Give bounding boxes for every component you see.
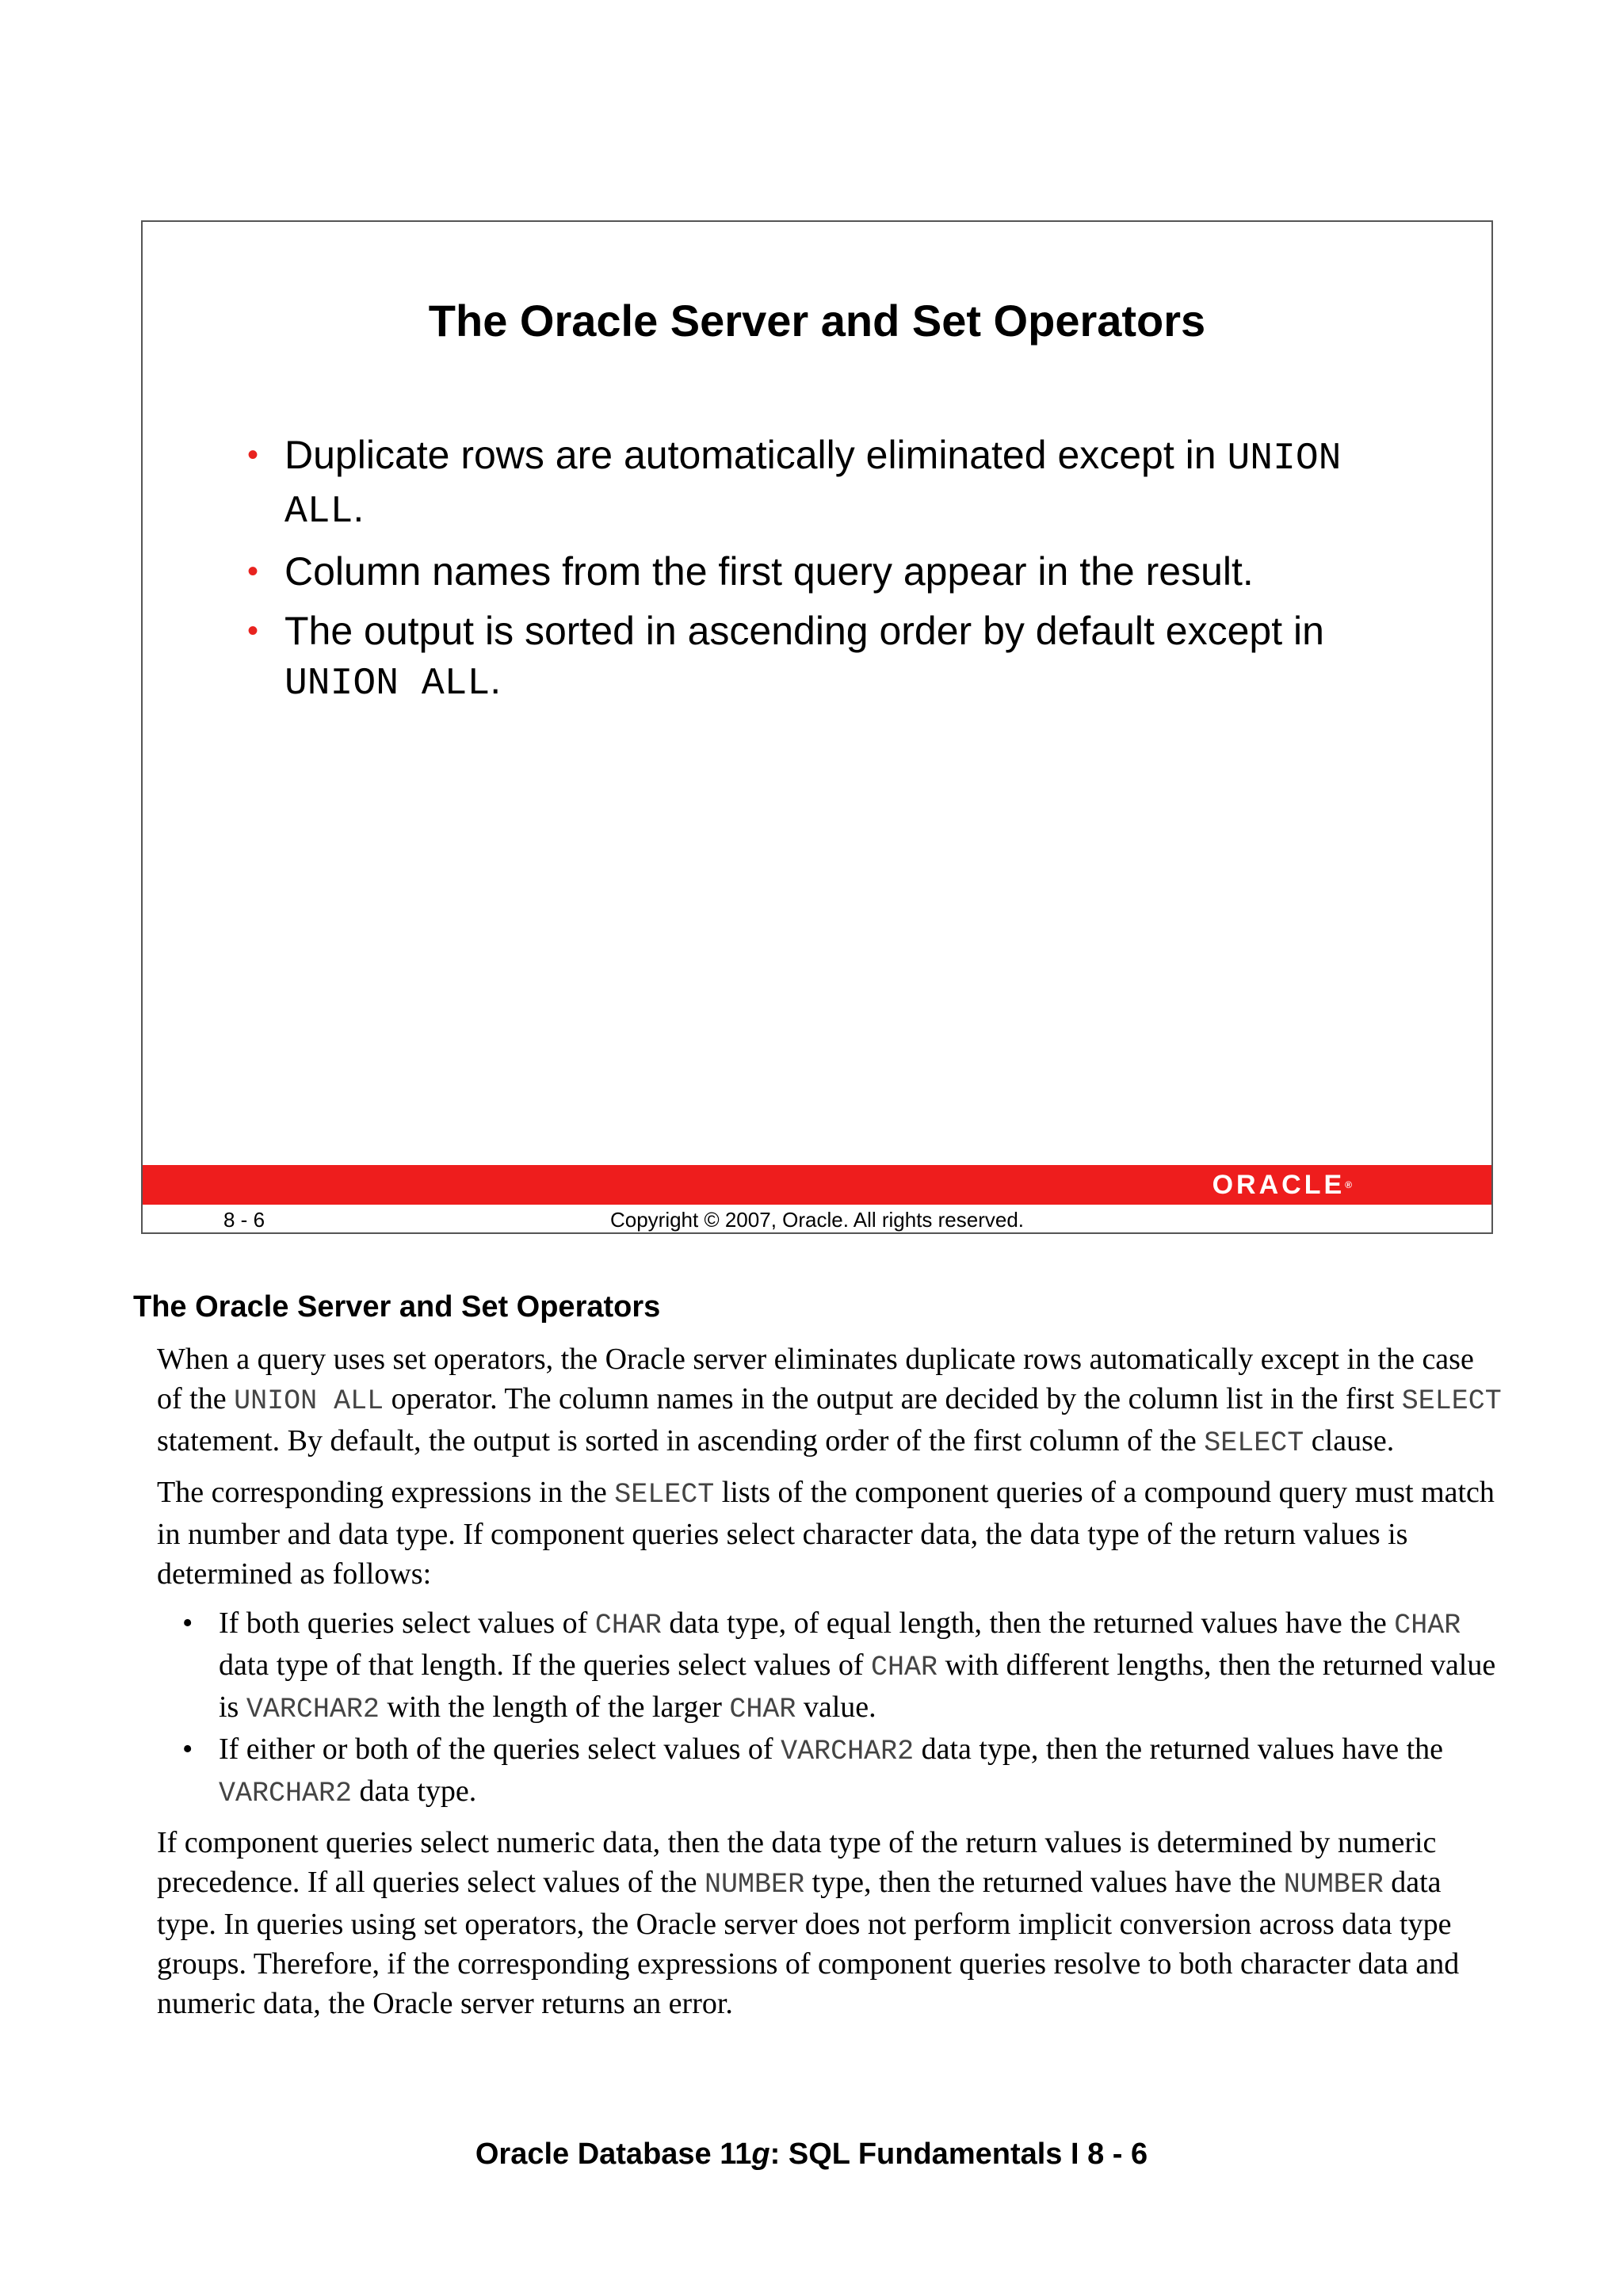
code-keyword: UNION ALL <box>285 437 1342 533</box>
footer-prefix: Oracle Database 11 <box>475 2137 752 2171</box>
notes-body <box>157 1339 1504 2033</box>
text-run: The output is sorted in ascending order by default except in <box>285 609 1324 653</box>
code-keyword: UNION ALL <box>285 663 491 705</box>
notes-bullet-list <box>157 1603 1504 1813</box>
oracle-logo-icon <box>1212 1171 1352 1198</box>
code-keyword: CHAR <box>594 1610 662 1641</box>
notes-paragraph <box>157 1823 1504 2023</box>
notes-bullet <box>157 1729 1504 1813</box>
slide-title: The Oracle Server and Set Operators <box>428 296 1206 346</box>
text-run: . <box>353 486 365 530</box>
text-run: If either or both of the queries select values of <box>219 1733 781 1766</box>
code-keyword: SELECT <box>614 1479 715 1511</box>
text-run: If both queries select values of <box>219 1606 595 1640</box>
text-run: Duplicate rows are automatically eliminated except in <box>285 433 1228 477</box>
code-keyword: NUMBER <box>705 1869 805 1901</box>
slide-footer <box>143 1206 1491 1233</box>
copyright-text: Copyright © 2007, Oracle. All rights reserved. <box>609 1208 1025 1232</box>
text-run: data type, of equal length, then the returned values have the <box>661 1606 1395 1640</box>
bullet-dot-icon: • <box>247 437 259 472</box>
page-footer <box>0 2137 1623 2172</box>
slide-footer-bar <box>143 1165 1491 1205</box>
slide-bullet-list <box>244 430 1401 719</box>
bullet-dot-icon: • <box>182 1606 193 1640</box>
bullet-dot-icon: • <box>182 1733 193 1766</box>
code-keyword: CHAR <box>871 1652 938 1683</box>
code-keyword: CHAR <box>729 1694 796 1725</box>
slide-bullet <box>244 430 1401 537</box>
slide-number: 8 - 6 <box>223 1208 265 1232</box>
text-run: When a query uses set operators, the Oracle server eliminates duplicate rows automatically except in the case of the <box>157 1343 1474 1415</box>
text-run: data type, then the returned values have the <box>914 1733 1444 1766</box>
code-keyword: CHAR <box>1394 1610 1461 1641</box>
text-run: data type. In queries using set operators, the Oracle server does not perform implicit conversion across data type groups. Therefore, if the corresponding expressions of component queries resolve to both character data and numeric data, the Oracle server returns an error. <box>157 1866 1460 2020</box>
notes-title: The Oracle Server and Set Operators <box>133 1290 661 1324</box>
footer-suffix: : SQL Fundamentals I 8 - 6 <box>769 2137 1148 2171</box>
text-run: data type. <box>352 1775 477 1808</box>
text-run: data type of that length. If the queries select values of <box>219 1648 872 1682</box>
slide-bullet <box>244 547 1401 596</box>
code-keyword: VARCHAR2 <box>246 1694 380 1725</box>
text-run: value. <box>796 1690 876 1724</box>
logo-text: ORACLE <box>1212 1170 1346 1200</box>
slide-bullet <box>244 606 1401 709</box>
text-run: with different lengths, then the returned value is <box>219 1648 1496 1724</box>
notes-bullet <box>157 1603 1504 1729</box>
text-run: . <box>490 658 502 702</box>
slide <box>141 220 1493 1234</box>
code-keyword: SELECT <box>1401 1385 1502 1417</box>
code-keyword: VARCHAR2 <box>781 1736 915 1767</box>
bullet-dot-icon: • <box>247 613 259 648</box>
text-run: Column names from the first query appear in the result. <box>285 549 1254 594</box>
text-run: with the length of the larger <box>379 1690 730 1724</box>
text-run: If component queries select numeric data, then the data type of the return values is determined by numeric precedence. If all queries select values of the <box>157 1826 1437 1899</box>
notes-paragraph <box>157 1473 1504 1594</box>
text-run: operator. The column names in the output are decided by the column list in the first <box>384 1382 1402 1415</box>
logo-registered-mark: ® <box>1345 1179 1352 1190</box>
footer-italic: g <box>751 2137 770 2171</box>
text-run: clause. <box>1304 1424 1395 1457</box>
code-keyword: NUMBER <box>1283 1869 1384 1901</box>
text-run: lists of the component queries of a compound query must match in number and data type. If component queries select character data, the data type of the return values is determined as follows: <box>157 1476 1495 1591</box>
text-run: The corresponding expressions in the <box>157 1476 615 1509</box>
code-keyword: VARCHAR2 <box>219 1778 353 1809</box>
bullet-dot-icon: • <box>247 554 259 589</box>
notes-paragraph <box>157 1339 1504 1463</box>
text-run: type, then the returned values have the <box>804 1866 1284 1899</box>
code-keyword: UNION ALL <box>234 1385 384 1417</box>
code-keyword: SELECT <box>1204 1427 1304 1459</box>
text-run: statement. By default, the output is sorted in ascending order of the first column of the <box>157 1424 1205 1457</box>
